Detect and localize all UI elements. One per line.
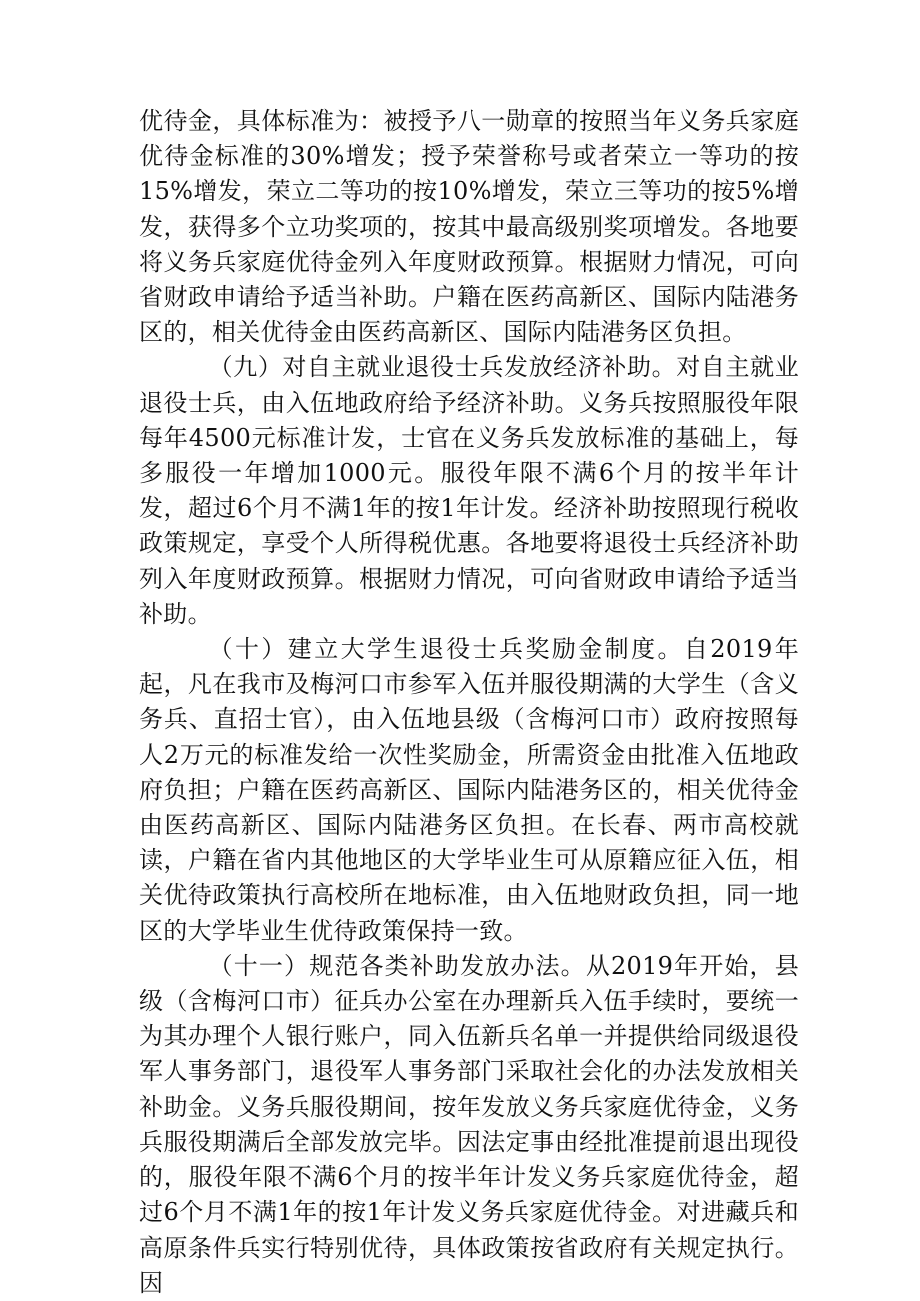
paragraph-item-9: （九）对自主就业退役士兵发放经济补助。对自主就业退役士兵，由入伍地政府给予经济补助。义务兵按照服役年限每年4500元标准计发，士官在义务兵发放标准的基础上，每多服役一年增加1000元。服役年限不满6个月的按半年计发，超过6个月不满1年的按1年计发。经济补助按照现行税收政策规定，享受个人所得税优惠。各地要将退役士兵经济补助列入年度财政预算。根据财力情况，可向省财政申请给予适当补助。: [139, 353, 799, 628]
paragraph-continuation: 优待金，具体标准为：被授予八一勋章的按照当年义务兵家庭优待金标准的30%增发；授予荣誉称号或者荣立一等功的按15%增发，荣立二等功的按10%增发，荣立三等功的按5%增发，获得多个立功奖项的，按其中最高级别奖项增发。各地要将义务兵家庭优待金列入年度财政预算。根据财力情况，可向省财政申请给予适当补助。户籍在医药高新区、国际内陆港务区的，相关优待金由医药高新区、国际内陆港务区负担。: [139, 107, 799, 347]
paragraph-item-10: （十）建立大学生退役士兵奖励金制度。自2019年起，凡在我市及梅河口市参军入伍并服役期满的大学生（含义务兵、直招士官），由入伍地县级（含梅河口市）政府按照每人2万元的标准发给一次性奖励金，所需资金由批准入伍地政府负担；户籍在医药高新区、国际内陆港务区的，相关优待金由医药高新区、国际内陆港务区负担。在长春、两市高校就读，户籍在省内其他地区的大学毕业生可从原籍应征入伍，相关优待政策执行高校所在地标准，由入伍地财政负担，同一地区的大学毕业生优待政策保持一致。: [139, 635, 799, 945]
paragraph-item-11: （十一）规范各类补助发放办法。从2019年开始，县级（含梅河口市）征兵办公室在办理新兵入伍手续时，要统一为其办理个人银行账户，同入伍新兵名单一并提供给同级退役军人事务部门，退役军人事务部门采取社会化的办法发放相关补助金。义务兵服役期间，按年发放义务兵家庭优待金，义务兵服役期满后全部发放完毕。因法定事由经批准提前退出现役的，服役年限不满6个月的按半年计发义务兵家庭优待金，超过6个月不满1年的按1年计发义务兵家庭优待金。对进藏兵和高原条件兵实行特别优待，具体政策按省政府有关规定执行。因: [139, 951, 799, 1297]
document-body: [139, 104, 799, 1301]
